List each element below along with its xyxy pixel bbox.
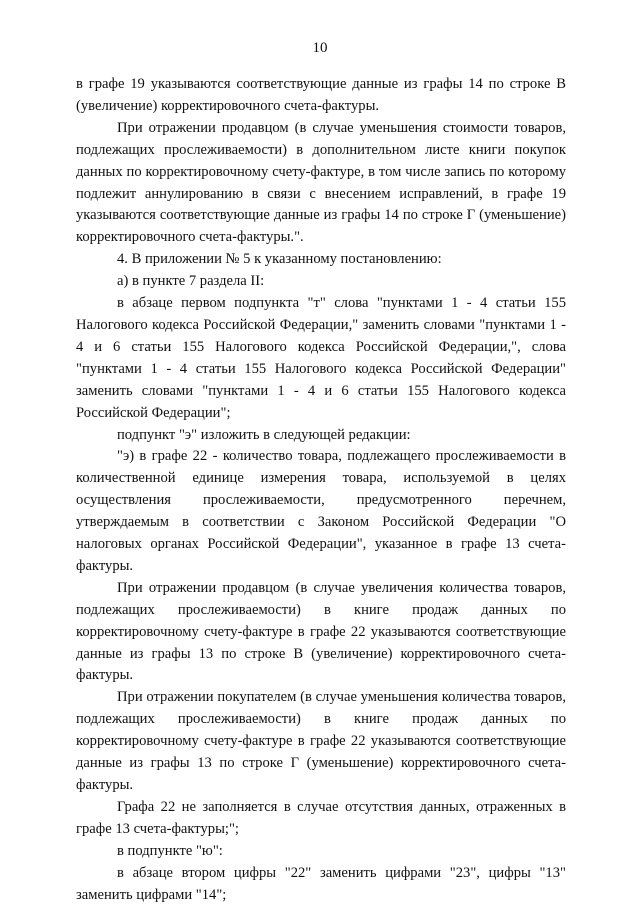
paragraph: Графа 22 не заполняется в случае отсутствия данных, отраженных в графе 13 счета-фактуры;";	[76, 798, 566, 837]
paragraph: При отражении продавцом (в случае увеличения количества товаров, подлежащих прослеживаемости) в книге продаж данных по корректировочному счету-фактуре в графе 22 указываются соответствующие данные из графы 13 по строке В (увеличение) корректировочного счета-фактуры.	[76, 579, 566, 684]
page-number: 10	[312, 40, 328, 56]
paragraph: в абзаце первом подпункта "т" слова "пунктами 1 - 4 статьи 155 Налогового кодекса Российской Федерации," заменить словами "пунктами 1 - 4 и 6 статьи 155 Налогового кодекса Российской Федерации,", слова "пунктами 1 - 4 статьи 155 Налогового кодекса Российской Федерации" заменить словами "пунктами 1 - 4 и 6 статьи 155 Налогового кодекса Российской Федерации";	[76, 295, 566, 421]
paragraph: 4. В приложении № 5 к указанному постановлению:	[117, 251, 442, 268]
document-body	[76, 74, 566, 906]
paragraph: подпункт "э" изложить в следующей редакции:	[117, 426, 411, 443]
paragraph: в графе 19 указываются соответствующие данные из графы 14 по строке В (увеличение) корректировочного счета-фактуры.	[76, 76, 566, 114]
paragraph: в абзаце втором цифры "22" заменить цифрами "23", цифры "13" заменить цифрами "14";	[76, 864, 566, 903]
paragraph: При отражении продавцом (в случае уменьшения стоимости товаров, подлежащих прослеживаемости) в дополнительном листе книги покупок данных по корректировочному счету-фактуре, в том числе запись по которому подлежит аннулированию в связи с внесением исправлений, в графе 19 указываются соответствующие данные из графы 14 по строке Г (уменьшение) корректировочного счета-фактуры.".	[76, 119, 566, 246]
paragraph: "э) в графе 22 - количество товара, подлежащего прослеживаемости в количественной единице измерения товара, используемой в целях осуществления прослеживаемости, предусмотренного перечнем, утверждаемым в соответствии с Законом Российской Федерации "О налоговых органах Российской Федерации", указанное в графе 13 счета-фактуры.	[76, 448, 566, 574]
paragraph: При отражении покупателем (в случае уменьшения количества товаров, подлежащих прослеживаемости) в книге продаж данных по корректировочному счету-фактуре в графе 22 указываются соответствующие данные из графы 13 по строке Г (уменьшение) корректировочного счета-фактуры.	[76, 689, 566, 793]
paragraph: в подпункте "ю":	[117, 842, 223, 859]
paragraph: а) в пункте 7 раздела II:	[117, 273, 265, 290]
